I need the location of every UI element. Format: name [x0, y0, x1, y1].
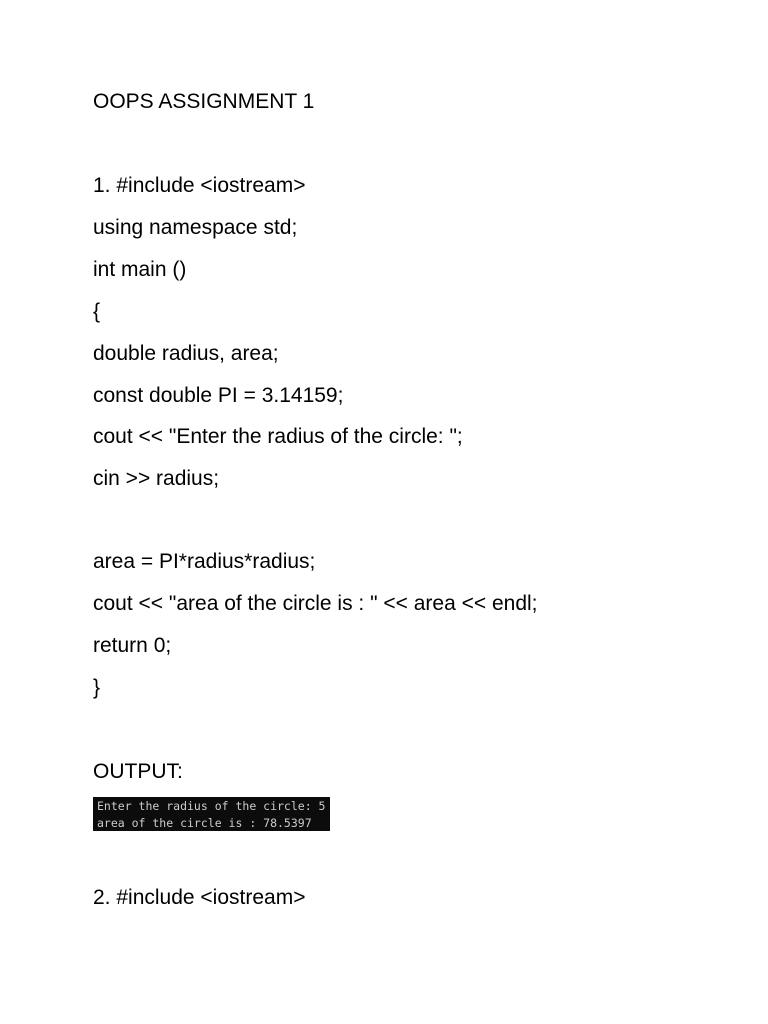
code-line: cin >> radius;	[93, 467, 220, 490]
code-line: double radius, area;	[93, 342, 279, 365]
code-line: const double PI = 3.14159;	[93, 384, 344, 407]
question-1-include-line: 1. #include <iostream>	[93, 174, 306, 197]
code-line: {	[93, 300, 101, 323]
output-label: OUTPUT:	[93, 760, 183, 783]
code-line: cout << "Enter the radius of the circle: ";	[93, 425, 463, 448]
console-output-line: area of the circle is : 78.5397	[97, 815, 312, 830]
code-line: return 0;	[93, 634, 172, 657]
document-title: OOPS ASSIGNMENT 1	[93, 90, 315, 113]
code-line: area = PI*radius*radius;	[93, 550, 316, 573]
question-2-include-line: 2. #include <iostream>	[93, 886, 306, 909]
code-line: using namespace std;	[93, 216, 298, 239]
code-line: int main ()	[93, 258, 187, 281]
console-output-line: Enter the radius of the circle: 5	[97, 799, 326, 813]
code-line: }	[93, 676, 101, 699]
console-output-screenshot	[93, 797, 330, 831]
code-line: cout << "area of the circle is : " << area << endl;	[93, 592, 538, 615]
